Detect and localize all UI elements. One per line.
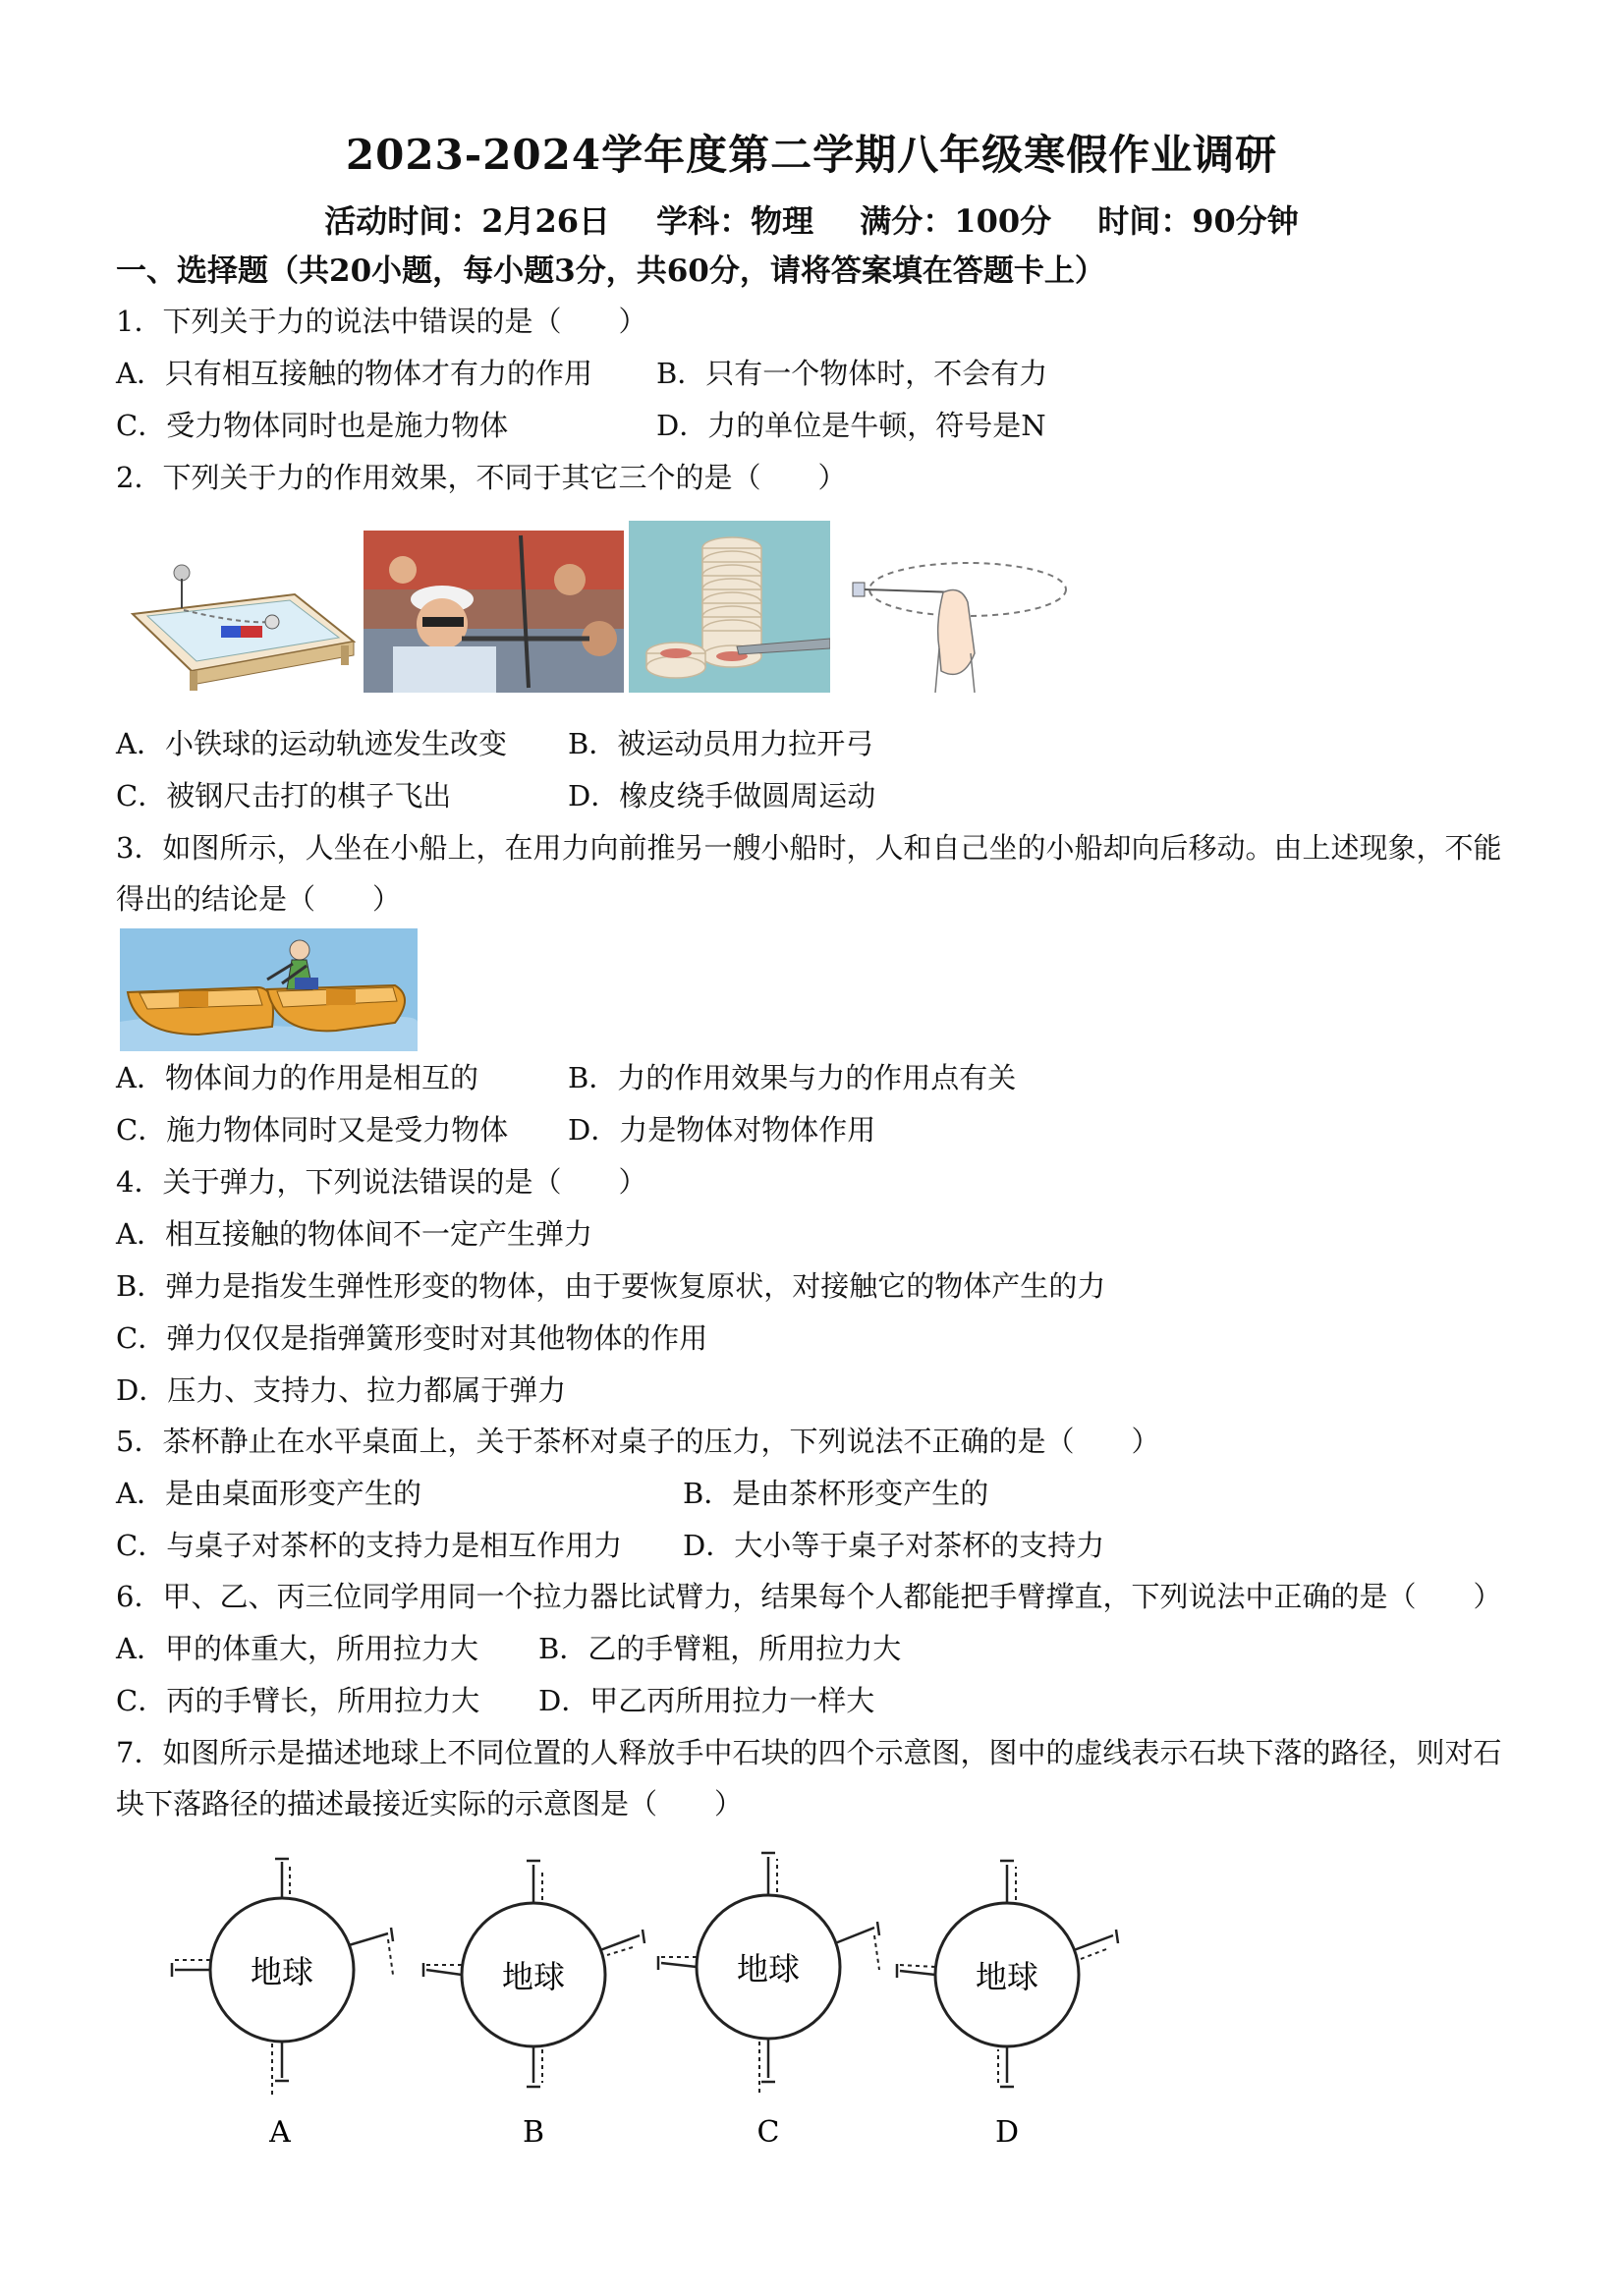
q6-stem: 6．甲、乙、丙三位同学用同一个拉力器比试臂力，结果每个人都能把手臂撑直，下列说法中正确的是（ ） (116, 1580, 1502, 1613)
q6-option-d: D．甲乙丙所用拉力一样大 (538, 1684, 875, 1717)
q5-option-d: D．大小等于桌子对茶杯的支持力 (683, 1529, 1105, 1562)
q7-stem-line2: 块下落路径的描述最接近实际的示意图是（ ） (116, 1787, 744, 1820)
earth-diagram-a (172, 1859, 393, 2150)
chess-stack-figure (629, 521, 830, 693)
earth-label: 地球 (250, 1953, 314, 1990)
q2-option-c: C．被钢尺击打的棋子飞出 (116, 779, 452, 812)
q4-option-a: A．相互接触的物体间不一定产生弹力 (116, 1217, 592, 1251)
table-leg-shape (190, 671, 197, 691)
earth-label: 地球 (736, 1950, 801, 1988)
person-icon (761, 1853, 775, 1895)
chess-mark-shape (660, 648, 692, 658)
exam-subject: 学科：物理 (656, 202, 814, 240)
earth-diagram-d (897, 1861, 1118, 2150)
earth-label: 地球 (501, 1958, 566, 1995)
q4-stem: 4．关于弹力，下列说法错误的是（ ） (116, 1165, 647, 1199)
person-head-shape (290, 940, 309, 960)
earth-diagram-b (423, 1861, 644, 2150)
q1-option-b: B．只有一个物体时，不会有力 (656, 357, 1048, 390)
hand-shape (938, 590, 975, 675)
table-leg-shape (341, 645, 349, 665)
diagram-label-a: A (269, 2115, 291, 2150)
earth-diagram-c (658, 1853, 879, 2150)
q7-stem-line1: 7．如图所示是描述地球上不同位置的人释放手中石块的四个示意图，图中的虚线表示石块下落的路径，则对石 (116, 1736, 1502, 1769)
glasses-shape (422, 617, 464, 627)
q6-option-b: B．乙的手臂粗，所用拉力大 (538, 1632, 902, 1665)
diagram-label-d: D (994, 2115, 1020, 2150)
magnet-ball-figure (123, 535, 359, 693)
person-icon (275, 1859, 289, 1898)
q3-option-a: A．物体间力的作用是相互的 (116, 1061, 478, 1094)
q5-option-a: A．是由桌面形变产生的 (116, 1477, 421, 1510)
q5-option-c: C．与桌子对茶杯的支持力是相互作用力 (116, 1529, 623, 1562)
person-icon (1000, 1861, 1014, 1903)
q1-option-d: D．力的单位是牛顿，符号是N (656, 409, 1046, 442)
q2-stem: 2．下列关于力的作用效果，不同于其它三个的是（ ） (116, 461, 847, 494)
q5-stem: 5．茶杯静止在水平桌面上，关于茶杯对桌子的压力，下列说法不正确的是（ ） (116, 1425, 1160, 1458)
section-heading: 一、选择题（共20小题，每小题3分，共60分，请将答案填在答题卡上） (116, 253, 1105, 289)
archer-photo (364, 531, 624, 693)
q3-option-d: D．力是物体对物体作用 (568, 1113, 876, 1147)
boat-figure (120, 928, 418, 1051)
page-title: 2023-2024学年度第二学期八年级寒假作业调研 (345, 131, 1278, 179)
q1-option-a: A．只有相互接触的物体才有力的作用 (116, 357, 592, 390)
rubber-circle-figure (845, 555, 1071, 693)
exam-full-score: 满分：100分 (860, 202, 1052, 240)
diagram-label-c: C (756, 2115, 780, 2150)
person-icon (527, 1861, 540, 1903)
q6-option-a: A．甲的体重大，所用拉力大 (116, 1632, 478, 1665)
q2-option-b: B．被运动员用力拉开弓 (568, 727, 874, 760)
q4-option-c: C．弹力仅仅是指弹簧形变时对其他物体的作用 (116, 1321, 708, 1355)
q6-option-c: C．丙的手臂长，所用拉力大 (116, 1684, 480, 1717)
q5-option-b: B．是由茶杯形变产生的 (683, 1477, 989, 1510)
q1-option-c: C．受力物体同时也是施力物体 (116, 409, 509, 442)
exam-date: 活动时间：2月26日 (324, 202, 610, 240)
q3-option-b: B．力的作用效果与力的作用点有关 (568, 1061, 1017, 1094)
q3-option-c: C．施力物体同时又是受力物体 (116, 1113, 509, 1147)
q4-option-d: D．压力、支持力、拉力都属于弹力 (116, 1373, 567, 1407)
archer-body-shape (393, 646, 496, 693)
q2-option-a: A．小铁球的运动轨迹发生改变 (116, 727, 507, 760)
earth-diagrams (147, 1837, 1169, 2161)
q4-option-b: B．弹力是指发生弹性形变的物体，由于要恢复原状，对接触它的物体产生的力 (116, 1269, 1106, 1303)
ball-icon (174, 565, 190, 581)
q1-stem: 1．下列关于力的说法中错误的是（ ） (116, 305, 647, 338)
q2-option-d: D．橡皮绕手做圆周运动 (568, 779, 876, 812)
earth-label: 地球 (975, 1958, 1039, 1995)
diagram-label-b: B (522, 2115, 545, 2150)
eraser-icon (853, 583, 865, 596)
exam-info (0, 196, 1623, 242)
q3-stem-line1: 3．如图所示，人坐在小船上，在用力向前推另一艘小船时，人和自己坐的小船却向后移动。由上述现象，不能 (116, 831, 1502, 865)
exam-duration: 时间：90分钟 (1097, 202, 1299, 240)
q3-stem-line2: 得出的结论是（ ） (116, 882, 402, 916)
